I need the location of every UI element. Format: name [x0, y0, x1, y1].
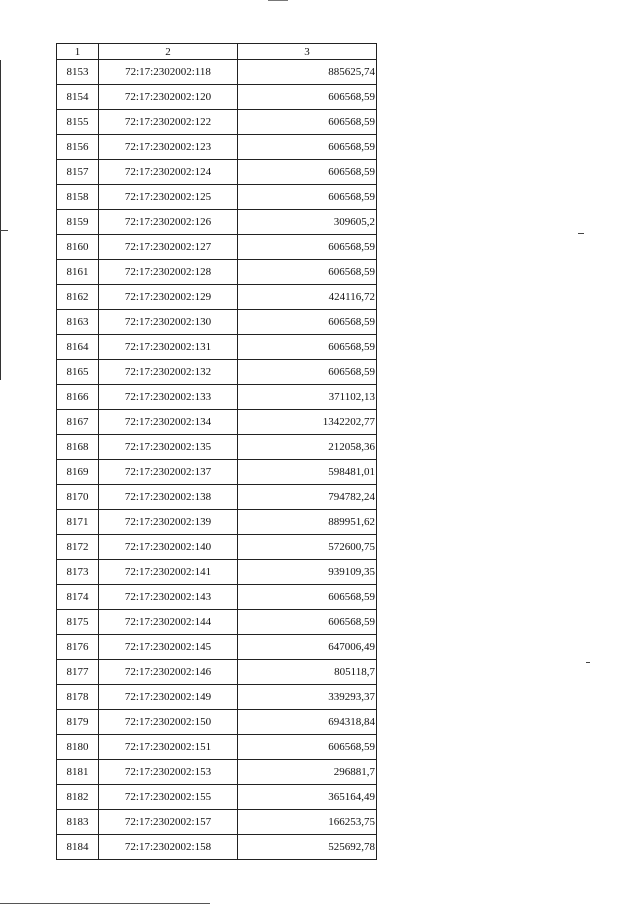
- table-row: [57, 660, 377, 685]
- cadastral-value: 606568,59: [238, 585, 377, 610]
- cadastral-number: 72:17:2302002:122: [99, 110, 238, 135]
- cadastral-number: 72:17:2302002:141: [99, 560, 238, 585]
- cadastral-number: 72:17:2302002:149: [99, 685, 238, 710]
- scan-tick: [0, 230, 8, 231]
- cadastral-value: 606568,59: [238, 160, 377, 185]
- table-row: [57, 710, 377, 735]
- row-number: 8164: [57, 335, 99, 360]
- row-number: 8173: [57, 560, 99, 585]
- cadastral-value: 606568,59: [238, 110, 377, 135]
- cadastral-value: 794782,24: [238, 485, 377, 510]
- cadastral-value: 647006,49: [238, 635, 377, 660]
- cadastral-number: 72:17:2302002:151: [99, 735, 238, 760]
- cadastral-number: 72:17:2302002:134: [99, 410, 238, 435]
- cadastral-value: 606568,59: [238, 260, 377, 285]
- row-number: 8177: [57, 660, 99, 685]
- cadastral-value: 572600,75: [238, 535, 377, 560]
- cadastral-number: 72:17:2302002:118: [99, 60, 238, 85]
- table-row: [57, 385, 377, 410]
- row-number: 8172: [57, 535, 99, 560]
- table-row: [57, 410, 377, 435]
- table-row: [57, 110, 377, 135]
- row-number: 8166: [57, 385, 99, 410]
- row-number: 8181: [57, 760, 99, 785]
- row-number: 8155: [57, 110, 99, 135]
- table-row: [57, 835, 377, 860]
- cadastral-number: 72:17:2302002:135: [99, 435, 238, 460]
- cadastral-number: 72:17:2302002:140: [99, 535, 238, 560]
- table-body: [57, 60, 377, 860]
- table-row: [57, 335, 377, 360]
- row-number: 8162: [57, 285, 99, 310]
- cadastral-value: 606568,59: [238, 360, 377, 385]
- table-row: [57, 635, 377, 660]
- table-row: [57, 135, 377, 160]
- cadastral-value: 309605,2: [238, 210, 377, 235]
- cadastral-value: 885625,74: [238, 60, 377, 85]
- cadastral-number: 72:17:2302002:125: [99, 185, 238, 210]
- row-number: 8167: [57, 410, 99, 435]
- table-header-row: [57, 44, 377, 60]
- cadastral-value: 166253,75: [238, 810, 377, 835]
- table-row: [57, 85, 377, 110]
- row-number: 8169: [57, 460, 99, 485]
- scan-mark-top: [268, 0, 288, 1]
- cadastral-number: 72:17:2302002:150: [99, 710, 238, 735]
- cadastral-value: 525692,78: [238, 835, 377, 860]
- cadastral-number: 72:17:2302002:132: [99, 360, 238, 385]
- cadastral-number: 72:17:2302002:130: [99, 310, 238, 335]
- table-row: [57, 160, 377, 185]
- cadastral-number: 72:17:2302002:124: [99, 160, 238, 185]
- cadastral-value: 1342202,77: [238, 410, 377, 435]
- row-number: 8163: [57, 310, 99, 335]
- cadastral-value: 424116,72: [238, 285, 377, 310]
- row-number: 8156: [57, 135, 99, 160]
- row-number: 8165: [57, 360, 99, 385]
- row-number: 8176: [57, 635, 99, 660]
- row-number: 8171: [57, 510, 99, 535]
- cadastral-number: 72:17:2302002:138: [99, 485, 238, 510]
- cadastral-number: 72:17:2302002:158: [99, 835, 238, 860]
- row-number: 8170: [57, 485, 99, 510]
- cadastral-value: 805118,7: [238, 660, 377, 685]
- table-row: [57, 810, 377, 835]
- scan-mark-bottom: [0, 903, 210, 904]
- table-row: [57, 210, 377, 235]
- table-row: [57, 585, 377, 610]
- cadastral-number: 72:17:2302002:126: [99, 210, 238, 235]
- table-row: [57, 60, 377, 85]
- table-row: [57, 360, 377, 385]
- row-number: 8183: [57, 810, 99, 835]
- header-col-1: 1: [57, 44, 99, 60]
- cadastral-value: 371102,13: [238, 385, 377, 410]
- table-row: [57, 460, 377, 485]
- cadastral-number: 72:17:2302002:133: [99, 385, 238, 410]
- cadastral-value: 606568,59: [238, 610, 377, 635]
- cadastral-value: 339293,37: [238, 685, 377, 710]
- cadastral-number: 72:17:2302002:123: [99, 135, 238, 160]
- cadastral-value: 365164,49: [238, 785, 377, 810]
- row-number: 8178: [57, 685, 99, 710]
- row-number: 8157: [57, 160, 99, 185]
- table-row: [57, 760, 377, 785]
- cadastral-value: 606568,59: [238, 85, 377, 110]
- cadastral-value: 212058,36: [238, 435, 377, 460]
- cadastral-value: 606568,59: [238, 735, 377, 760]
- cadastral-number: 72:17:2302002:128: [99, 260, 238, 285]
- row-number: 8174: [57, 585, 99, 610]
- table-row: [57, 185, 377, 210]
- scan-tick: [586, 662, 590, 663]
- table-row: [57, 735, 377, 760]
- row-number: 8168: [57, 435, 99, 460]
- table-row: [57, 685, 377, 710]
- row-number: 8184: [57, 835, 99, 860]
- cadastral-value: 296881,7: [238, 760, 377, 785]
- scan-tick: [578, 233, 584, 234]
- row-number: 8153: [57, 60, 99, 85]
- cadastral-value: 694318,84: [238, 710, 377, 735]
- cadastral-number: 72:17:2302002:155: [99, 785, 238, 810]
- table-row: [57, 235, 377, 260]
- table-row: [57, 285, 377, 310]
- header-col-2: 2: [99, 44, 238, 60]
- row-number: 8159: [57, 210, 99, 235]
- header-col-3: 3: [238, 44, 377, 60]
- cadastral-number: 72:17:2302002:131: [99, 335, 238, 360]
- cadastral-value: 606568,59: [238, 185, 377, 210]
- row-number: 8175: [57, 610, 99, 635]
- cadastral-value: 606568,59: [238, 135, 377, 160]
- row-number: 8179: [57, 710, 99, 735]
- cadastral-number: 72:17:2302002:129: [99, 285, 238, 310]
- cadastral-number: 72:17:2302002:139: [99, 510, 238, 535]
- cadastral-number: 72:17:2302002:145: [99, 635, 238, 660]
- row-number: 8180: [57, 735, 99, 760]
- cadastral-number: 72:17:2302002:143: [99, 585, 238, 610]
- table-row: [57, 310, 377, 335]
- row-number: 8154: [57, 85, 99, 110]
- cadastral-value: 606568,59: [238, 335, 377, 360]
- row-number: 8182: [57, 785, 99, 810]
- cadastral-table: [56, 43, 377, 860]
- table-row: [57, 560, 377, 585]
- table-row: [57, 610, 377, 635]
- row-number: 8160: [57, 235, 99, 260]
- cadastral-number: 72:17:2302002:127: [99, 235, 238, 260]
- cadastral-number: 72:17:2302002:144: [99, 610, 238, 635]
- cadastral-number: 72:17:2302002:120: [99, 85, 238, 110]
- cadastral-value: 606568,59: [238, 235, 377, 260]
- table-row: [57, 535, 377, 560]
- cadastral-number: 72:17:2302002:146: [99, 660, 238, 685]
- cadastral-number: 72:17:2302002:137: [99, 460, 238, 485]
- cadastral-value: 598481,01: [238, 460, 377, 485]
- cadastral-number: 72:17:2302002:157: [99, 810, 238, 835]
- cadastral-value: 889951,62: [238, 510, 377, 535]
- cadastral-value: 606568,59: [238, 310, 377, 335]
- table-row: [57, 510, 377, 535]
- table-row: [57, 485, 377, 510]
- scan-edge-left: [0, 60, 1, 380]
- row-number: 8161: [57, 260, 99, 285]
- row-number: 8158: [57, 185, 99, 210]
- table-row: [57, 260, 377, 285]
- cadastral-number: 72:17:2302002:153: [99, 760, 238, 785]
- table-row: [57, 435, 377, 460]
- cadastral-value: 939109,35: [238, 560, 377, 585]
- table-row: [57, 785, 377, 810]
